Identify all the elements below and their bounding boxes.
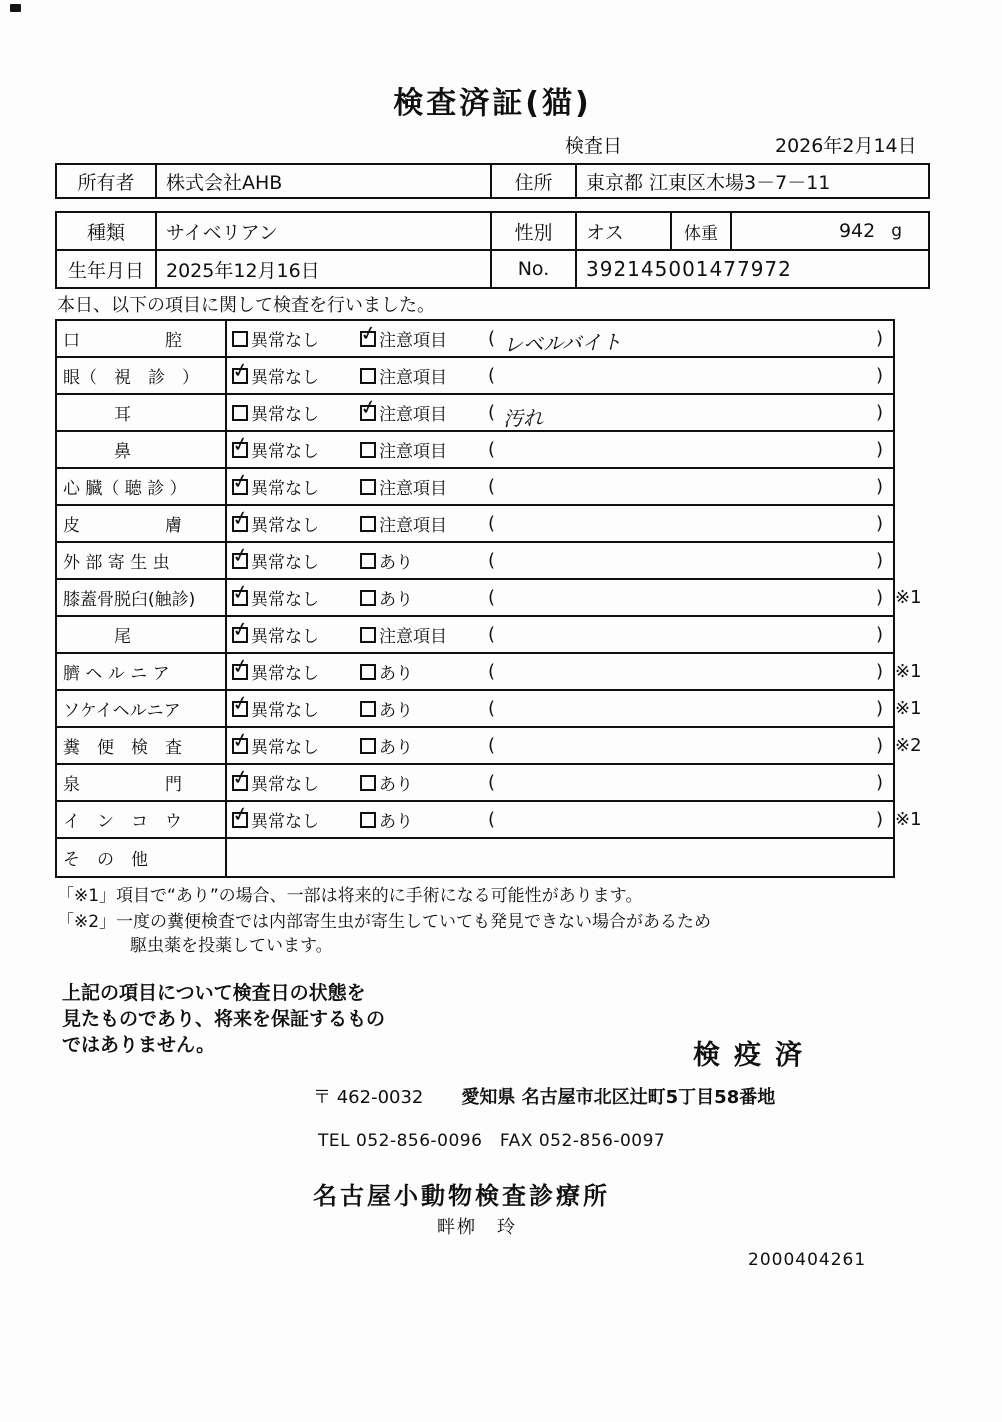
option-normal bbox=[232, 437, 360, 462]
clinic-tel-fax: TEL 052-856-0096 FAX 052-856-0097 bbox=[318, 1131, 666, 1151]
option-normal bbox=[232, 585, 360, 610]
checkbox-label: あり bbox=[379, 664, 413, 684]
checkbox-no-abnormality[interactable] bbox=[232, 775, 248, 791]
checkbox-label: 異常なし bbox=[251, 701, 319, 721]
checkbox-label: あり bbox=[379, 812, 413, 832]
handwritten-note bbox=[495, 593, 876, 603]
checkbox-no-abnormality[interactable] bbox=[232, 442, 248, 458]
inspection-date-value: 2026年2月14日 bbox=[775, 135, 917, 157]
handwritten-note: レベルバイト bbox=[502, 329, 623, 357]
option-present bbox=[360, 770, 488, 795]
paren-open-icon: ( bbox=[488, 365, 496, 386]
exam-item-label: 心 臓（ 聴 診 ） bbox=[57, 469, 227, 504]
option-attention bbox=[360, 511, 488, 536]
checkbox-label: 異常なし bbox=[251, 812, 319, 832]
no-label: No. bbox=[492, 251, 577, 287]
checkbox-attention[interactable] bbox=[360, 331, 376, 347]
checkbox-label: 注意項目 bbox=[379, 331, 447, 351]
paren-close-icon: ) bbox=[875, 402, 883, 423]
handwritten-note bbox=[495, 630, 876, 640]
no-value: 392145001477972 bbox=[586, 257, 792, 281]
checkbox-label: 注意項目 bbox=[379, 516, 447, 536]
disclaimer-line-2: 見たものであり、将来を保証するもの bbox=[62, 1008, 386, 1030]
weight-label: 体重 bbox=[672, 213, 732, 249]
footnote-mark: ※1 bbox=[895, 587, 922, 608]
handwritten-note bbox=[495, 778, 876, 788]
footnote-mark: ※1 bbox=[895, 809, 922, 830]
paren-open-icon: ( bbox=[488, 550, 496, 571]
table-row-heart bbox=[57, 469, 893, 506]
paren-close-icon: ) bbox=[875, 328, 883, 349]
table-row-tail bbox=[57, 617, 893, 654]
option-present bbox=[360, 696, 488, 721]
checkbox-label: 注意項目 bbox=[379, 627, 447, 647]
exam-item-result bbox=[227, 839, 893, 876]
paren-close-icon: ) bbox=[875, 698, 883, 719]
option-present bbox=[360, 659, 488, 684]
exam-item-result bbox=[227, 432, 893, 467]
table-row-external-parasites bbox=[57, 543, 893, 580]
handwritten-note bbox=[495, 704, 876, 714]
document-code: 2000404261 bbox=[748, 1250, 867, 1270]
weight-cell bbox=[732, 213, 928, 249]
option-attention bbox=[360, 400, 488, 425]
footnote-2-continued: 駆虫薬を投薬しています。 bbox=[130, 936, 333, 956]
paren-close-icon: ) bbox=[875, 735, 883, 756]
checkbox-no-abnormality[interactable] bbox=[232, 368, 248, 384]
option-attention bbox=[360, 437, 488, 462]
checkbox-label: 異常なし bbox=[251, 479, 319, 499]
breed-label: 種類 bbox=[57, 213, 157, 249]
checkbox-no-abnormality[interactable] bbox=[232, 812, 248, 828]
exam-item-label: 臍 ヘ ル ニ ア bbox=[57, 654, 227, 689]
exam-item-result bbox=[227, 395, 893, 430]
paren-close-icon: ) bbox=[875, 661, 883, 682]
exam-item-label: ソケイヘルニア bbox=[57, 691, 227, 726]
paren-open-icon: ( bbox=[488, 772, 496, 793]
exam-item-result bbox=[227, 580, 893, 615]
table-row-umbilical-hernia bbox=[57, 654, 922, 691]
pet-info-table bbox=[55, 211, 930, 289]
table-row-oral bbox=[57, 321, 893, 358]
paren-open-icon: ( bbox=[488, 809, 496, 830]
postal-code: 〒 462-0032 bbox=[313, 1087, 424, 1108]
checkbox-present[interactable] bbox=[360, 775, 376, 791]
exam-item-result bbox=[227, 506, 893, 541]
option-normal bbox=[232, 511, 360, 536]
checkbox-present[interactable] bbox=[360, 812, 376, 828]
option-present bbox=[360, 548, 488, 573]
owner-value: 株式会社AHB bbox=[157, 165, 492, 197]
handwritten-note bbox=[495, 519, 876, 529]
exam-item-label: 耳 bbox=[57, 395, 227, 430]
address-value: 東京都 江東区木場3－7－11 bbox=[586, 171, 831, 194]
option-attention bbox=[360, 363, 488, 388]
checkbox-no-abnormality[interactable] bbox=[232, 627, 248, 643]
sex-label: 性別 bbox=[492, 213, 577, 249]
paren-close-icon: ) bbox=[875, 550, 883, 571]
exam-item-result bbox=[227, 543, 893, 578]
checkbox-label: 異常なし bbox=[251, 442, 319, 462]
checkbox-label: 異常なし bbox=[251, 590, 319, 610]
table-row-eyes bbox=[57, 358, 893, 395]
handwritten-note bbox=[495, 741, 876, 751]
paren-open-icon: ( bbox=[488, 587, 496, 608]
owner-label: 所有者 bbox=[57, 165, 157, 197]
paren-open-icon: ( bbox=[488, 439, 496, 460]
checkbox-attention[interactable] bbox=[360, 479, 376, 495]
option-normal bbox=[232, 474, 360, 499]
intro-text: 本日、以下の項目に関して検査を行いました。 bbox=[57, 295, 435, 316]
option-normal bbox=[232, 770, 360, 795]
exam-item-result bbox=[227, 617, 893, 652]
option-normal bbox=[232, 807, 360, 832]
checkbox-attention[interactable] bbox=[360, 368, 376, 384]
checkbox-attention[interactable] bbox=[360, 627, 376, 643]
footnote-mark: ※1 bbox=[895, 661, 922, 682]
exam-item-result bbox=[227, 321, 893, 356]
option-normal bbox=[232, 733, 360, 758]
paren-close-icon: ) bbox=[875, 439, 883, 460]
checkbox-label: 異常なし bbox=[251, 331, 319, 351]
paren-open-icon: ( bbox=[488, 624, 496, 645]
checkbox-present[interactable] bbox=[360, 701, 376, 717]
exam-item-result bbox=[227, 691, 893, 726]
checkbox-no-abnormality[interactable] bbox=[232, 553, 248, 569]
paren-open-icon: ( bbox=[488, 328, 496, 349]
exam-item-result bbox=[227, 802, 893, 837]
handwritten-note bbox=[495, 445, 876, 455]
option-normal bbox=[232, 696, 360, 721]
disclaimer-line-1: 上記の項目について検査日の状態を bbox=[62, 982, 366, 1004]
disclaimer bbox=[62, 980, 385, 1058]
veterinarian-name: 畔栁 玲 bbox=[437, 1217, 517, 1238]
inspection-date-label: 検査日 bbox=[565, 135, 623, 157]
checkbox-label: 注意項目 bbox=[379, 479, 447, 499]
exam-item-label: そ の 他 bbox=[57, 839, 227, 876]
table-row-nose bbox=[57, 432, 893, 469]
handwritten-note bbox=[495, 371, 876, 381]
footnote-2: 「※2」一度の糞便検査では内部寄生虫が寄生していても発見できない場合があるため bbox=[57, 912, 712, 932]
sex-value: オス bbox=[577, 213, 672, 249]
exam-item-result bbox=[227, 728, 893, 763]
paren-open-icon: ( bbox=[488, 698, 496, 719]
checkbox-no-abnormality[interactable] bbox=[232, 738, 248, 754]
checkbox-label: 異常なし bbox=[251, 627, 319, 647]
table-row-fecal-exam bbox=[57, 728, 922, 765]
exam-item-label: 泉 門 bbox=[57, 765, 227, 800]
handwritten-note bbox=[495, 815, 876, 825]
exam-item-label: 眼（ 視 診 ） bbox=[57, 358, 227, 393]
option-present bbox=[360, 585, 488, 610]
paren-close-icon: ) bbox=[875, 809, 883, 830]
paren-open-icon: ( bbox=[488, 476, 496, 497]
handwritten-note bbox=[495, 482, 876, 492]
checkbox-label: 異常なし bbox=[251, 368, 319, 388]
table-row-other bbox=[57, 839, 893, 876]
paren-open-icon: ( bbox=[488, 735, 496, 756]
scan-artifact bbox=[10, 4, 21, 12]
option-attention bbox=[360, 326, 488, 351]
paren-open-icon: ( bbox=[488, 513, 496, 534]
paren-close-icon: ) bbox=[875, 587, 883, 608]
checkbox-no-abnormality[interactable] bbox=[232, 516, 248, 532]
handwritten-note: 汚れ bbox=[502, 405, 544, 431]
checkbox-label: 注意項目 bbox=[379, 442, 447, 462]
checkbox-no-abnormality[interactable] bbox=[232, 479, 248, 495]
birthdate-value: 2025年12月16日 bbox=[157, 251, 492, 287]
option-normal bbox=[232, 548, 360, 573]
table-row-inkou bbox=[57, 802, 922, 839]
checkbox-label: あり bbox=[379, 701, 413, 721]
exam-item-label: イ ン コ ウ bbox=[57, 802, 227, 837]
paren-close-icon: ) bbox=[875, 772, 883, 793]
checkbox-label: 注意項目 bbox=[379, 368, 447, 388]
checkbox-no-abnormality[interactable] bbox=[232, 590, 248, 606]
option-normal bbox=[232, 363, 360, 388]
clinic-address: 愛知県 名古屋市北区辻町5丁目58番地 bbox=[461, 1087, 776, 1108]
table-row-ears bbox=[57, 395, 893, 432]
footnote-mark: ※2 bbox=[895, 735, 922, 756]
checkbox-label: あり bbox=[379, 775, 413, 795]
checkbox-attention[interactable] bbox=[360, 405, 376, 421]
checkbox-present[interactable] bbox=[360, 590, 376, 606]
option-attention bbox=[360, 474, 488, 499]
checkbox-no-abnormality[interactable] bbox=[232, 664, 248, 680]
clinic-address-row bbox=[313, 1083, 775, 1109]
exam-item-label: 尾 bbox=[57, 617, 227, 652]
handwritten-note bbox=[495, 556, 876, 566]
checkbox-label: あり bbox=[379, 553, 413, 573]
table-row-fontanelle bbox=[57, 765, 893, 802]
option-attention bbox=[360, 622, 488, 647]
checkbox-label: 異常なし bbox=[251, 553, 319, 573]
checkbox-label: あり bbox=[379, 738, 413, 758]
exam-item-result bbox=[227, 469, 893, 504]
checkbox-no-abnormality[interactable] bbox=[232, 331, 248, 347]
quarantine-stamp: 検疫済 bbox=[693, 1040, 816, 1071]
checkbox-attention[interactable] bbox=[360, 516, 376, 532]
table-row-inguinal-hernia bbox=[57, 691, 922, 728]
paren-close-icon: ) bbox=[875, 624, 883, 645]
option-normal bbox=[232, 659, 360, 684]
exam-item-label: 糞 便 検 査 bbox=[57, 728, 227, 763]
exam-item-label: 口 腔 bbox=[57, 321, 227, 356]
footnote-mark: ※1 bbox=[895, 698, 922, 719]
breed-value: サイベリアン bbox=[157, 213, 492, 249]
exam-item-result bbox=[227, 765, 893, 800]
checkbox-label: 異常なし bbox=[251, 664, 319, 684]
checkbox-label: 異常なし bbox=[251, 775, 319, 795]
exam-table bbox=[55, 319, 922, 878]
checkbox-present[interactable] bbox=[360, 664, 376, 680]
exam-item-result bbox=[227, 654, 893, 689]
disclaimer-line-3: ではありません。 bbox=[62, 1034, 216, 1056]
option-normal bbox=[232, 622, 360, 647]
footnote-1: 「※1」項目で“あり”の場合、一部は将来的に手術になる可能性があります。 bbox=[57, 886, 643, 906]
checkbox-label: あり bbox=[379, 590, 413, 610]
checkbox-label: 異常なし bbox=[251, 516, 319, 536]
option-normal bbox=[232, 326, 360, 351]
owner-table bbox=[55, 163, 930, 199]
pet-info-row-1 bbox=[57, 213, 928, 249]
checkbox-label: 異常なし bbox=[251, 405, 319, 425]
option-present bbox=[360, 807, 488, 832]
checkbox-no-abnormality[interactable] bbox=[232, 701, 248, 717]
weight-value: 942 bbox=[838, 220, 876, 242]
option-present bbox=[360, 733, 488, 758]
weight-unit: g bbox=[891, 221, 902, 241]
birthdate-label: 生年月日 bbox=[57, 251, 157, 287]
exam-item-label: 膝蓋骨脱臼(触診) bbox=[57, 580, 227, 615]
pet-info-row-2 bbox=[57, 249, 928, 287]
exam-item-label: 外 部 寄 生 虫 bbox=[57, 543, 227, 578]
handwritten-note bbox=[495, 667, 876, 677]
exam-item-label: 皮 膚 bbox=[57, 506, 227, 541]
page-title: 検査済証(猫) bbox=[393, 86, 592, 121]
table-row-skin bbox=[57, 506, 893, 543]
exam-item-result bbox=[227, 358, 893, 393]
address-label: 住所 bbox=[492, 165, 577, 197]
checkbox-present[interactable] bbox=[360, 553, 376, 569]
checkbox-label: 注意項目 bbox=[379, 405, 447, 425]
checkbox-no-abnormality[interactable] bbox=[232, 405, 248, 421]
option-normal bbox=[232, 400, 360, 425]
checkbox-label: 異常なし bbox=[251, 738, 319, 758]
paren-open-icon: ( bbox=[488, 661, 496, 682]
paren-close-icon: ) bbox=[875, 476, 883, 497]
paren-open-icon: ( bbox=[488, 402, 496, 423]
checkbox-attention[interactable] bbox=[360, 442, 376, 458]
table-row-patella bbox=[57, 580, 922, 617]
clinic-name: 名古屋小動物検査診療所 bbox=[313, 1182, 610, 1210]
checkbox-present[interactable] bbox=[360, 738, 376, 754]
paren-close-icon: ) bbox=[875, 365, 883, 386]
paren-close-icon: ) bbox=[875, 513, 883, 534]
exam-item-label: 鼻 bbox=[57, 432, 227, 467]
